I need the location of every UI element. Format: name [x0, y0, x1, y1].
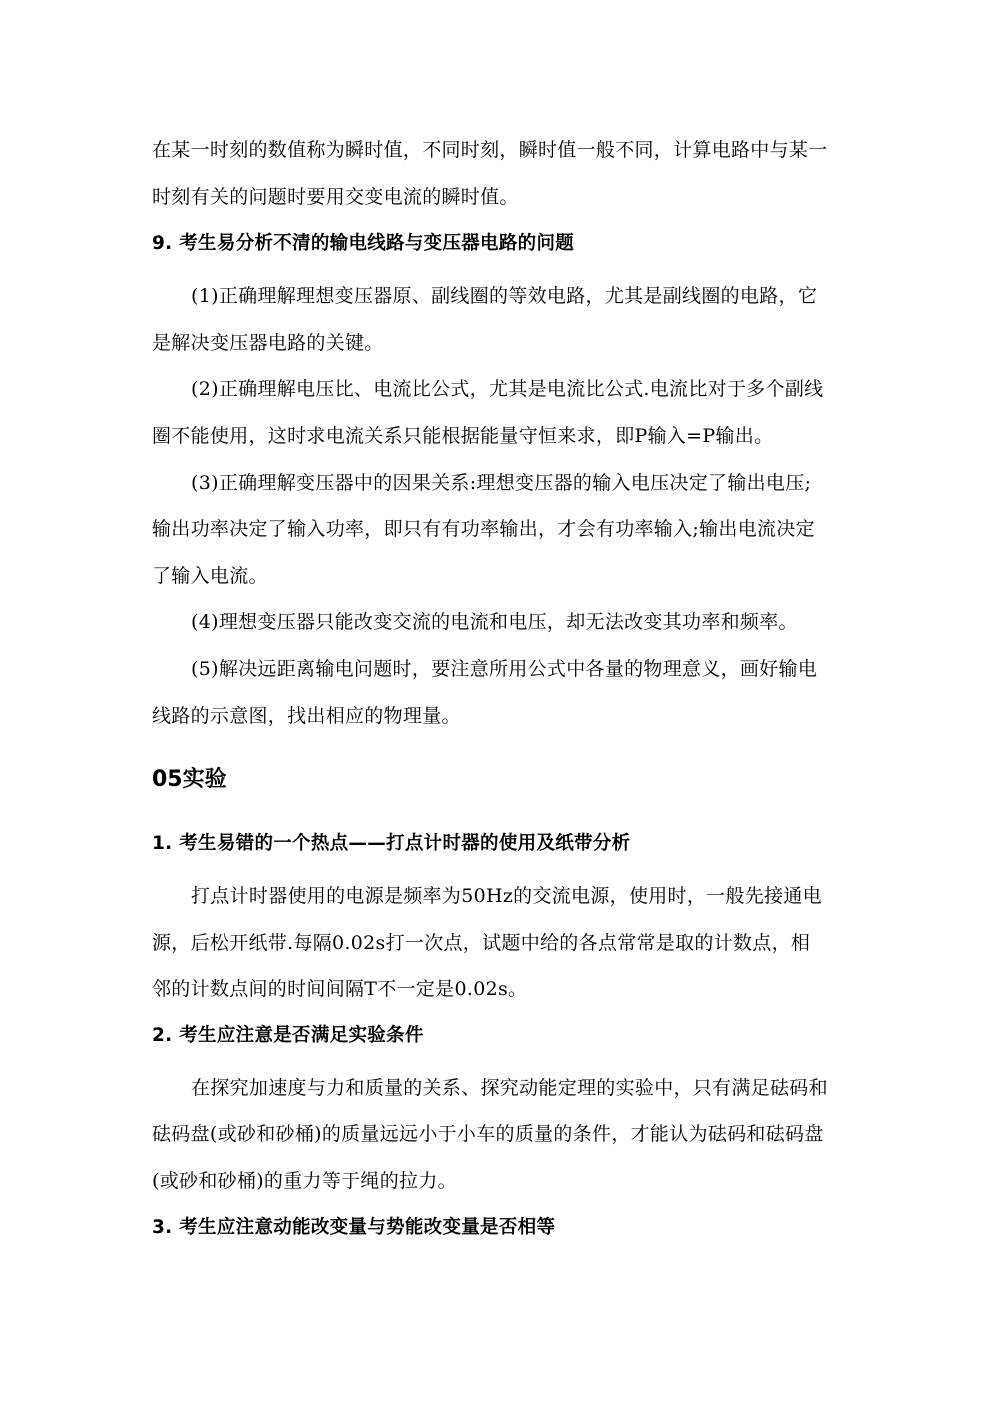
paragraph-line: 在某一时刻的数值称为瞬时值，不同时刻，瞬时值一般不同，计算电路中与某一: [152, 139, 828, 161]
experiment-1-line: 源，后松开纸带.每隔0.02s打一次点，试题中给的各点常常是取的计数点，相: [152, 932, 811, 954]
item-9-paragraph-2-line: 圈不能使用，这时求电流关系只能根据能量守恒来求，即P输入=P输出。: [152, 425, 774, 447]
item-9-paragraph-2-line: (2)正确理解电压比、电流比公式，尤其是电流比公式.电流比对于多个副线: [191, 378, 824, 400]
paragraph-line: 时刻有关的问题时要用交变电流的瞬时值。: [152, 186, 519, 208]
item-9-heading: 9. 考生易分析不清的输电线路与变压器电路的问题: [152, 233, 575, 254]
experiment-3-heading: 3. 考生应注意动能改变量与势能改变量是否相等: [152, 1217, 556, 1238]
experiment-1-line: 邻的计数点间的时间间隔T不一定是0.02s。: [152, 978, 528, 1000]
item-9-paragraph-3-line: 输出功率决定了输入功率，即只有有功率输出，才会有功率输入;输出电流决定: [152, 518, 815, 540]
item-9-paragraph-5-line: (5)解决远距离输电问题时，要注意所用公式中各量的物理意义，画好输电: [191, 658, 818, 680]
item-9-paragraph-5-line: 线路的示意图，找出相应的物理量。: [152, 705, 461, 727]
item-9-paragraph-1-line: (1)正确理解理想变压器原、副线圈的等效电路，尤其是副线圈的电路，它: [191, 285, 818, 307]
item-9-paragraph-3-line: (3)正确理解变压器中的因果关系:理想变压器的输入电压决定了输出电压;: [191, 472, 812, 494]
experiment-2-line: 在探究加速度与力和质量的关系、探究动能定理的实验中，只有满足砝码和: [191, 1077, 828, 1099]
section-05-title: 05实验: [152, 767, 227, 792]
experiment-1-heading: 1. 考生易错的一个热点——打点计时器的使用及纸带分析: [152, 833, 631, 854]
experiment-2-heading: 2. 考生应注意是否满足实验条件: [152, 1025, 424, 1046]
experiment-2-line: 砝码盘(或砂和砂桶)的质量远远小于小车的质量的条件，才能认为砝码和砝码盘: [152, 1123, 824, 1145]
experiment-1-line: 打点计时器使用的电源是频率为50Hz的交流电源，使用时，一般先接通电: [191, 885, 822, 907]
experiment-2-line: (或砂和砂桶)的重力等于绳的拉力。: [152, 1170, 457, 1192]
item-9-paragraph-4-line: (4)理想变压器只能改变交流的电流和电压，却无法改变其功率和频率。: [191, 611, 798, 633]
item-9-paragraph-1-line: 是解决变压器电路的关键。: [152, 332, 384, 354]
item-9-paragraph-3-line: 了输入电流。: [152, 565, 268, 587]
